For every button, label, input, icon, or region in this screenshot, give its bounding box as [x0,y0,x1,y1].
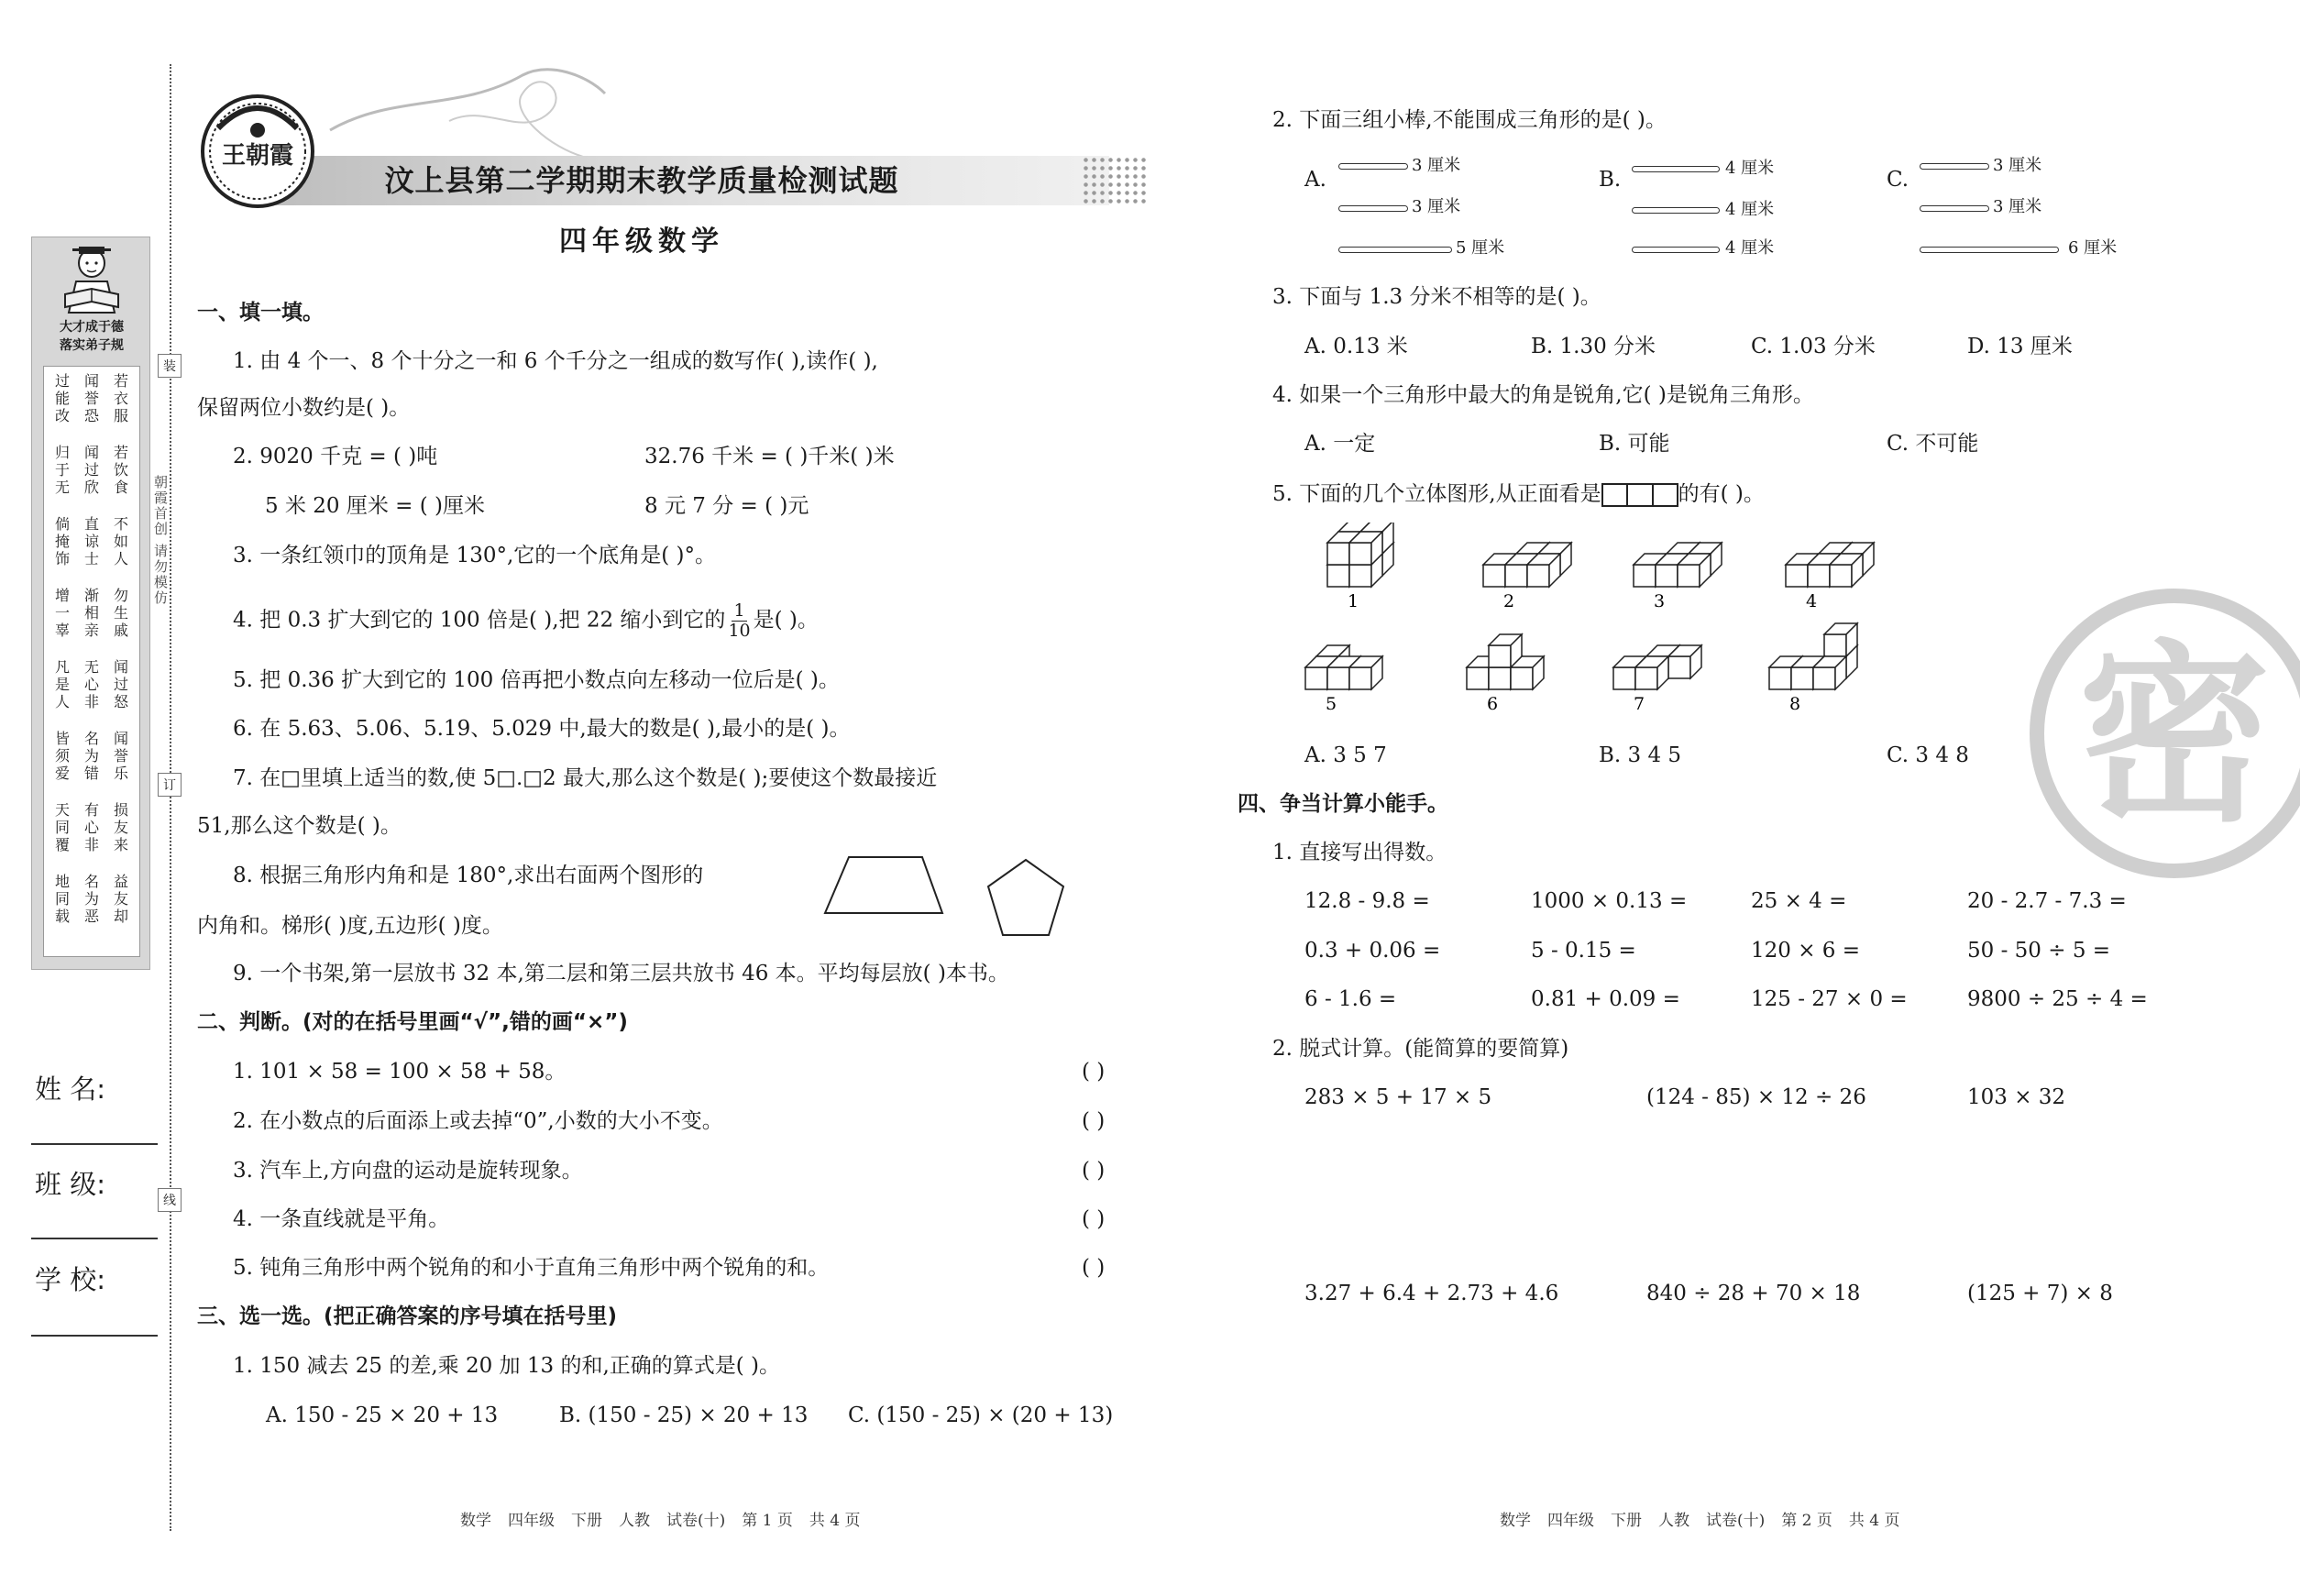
footer-left-item-7: 共 4 页 [809,1512,861,1530]
footer-left-item-6: 第 1 页 [742,1512,793,1530]
verse-2-5: 无 心 非 [83,658,99,710]
fill-q4-tail: 是( )。 [753,608,819,633]
stick-c1-label: 3 厘米 [1993,156,2042,175]
stepcalc-4: 3.27 + 6.4 + 2.73 + 4.6 [1304,1282,1559,1305]
stick-b1-label: 4 厘米 [1725,159,1775,178]
choice-q2: 2. 下面三组小棒,不能围成三角形的是( )。 [1272,108,1667,132]
footer-left-item-5: 试卷(十) [666,1512,726,1530]
fill-q8-line2: 内角和。梯形( )度,五边形( )度。 [197,914,503,938]
direct-calc-3-2: 0.81 + 0.09 = [1531,987,1680,1011]
stick-c2 [1920,205,1989,212]
verse-1-6: 皆 须 爱 [54,730,70,782]
stepcalc-2: (124 - 85) × 12 ÷ 26 [1646,1085,1866,1109]
verse-3-5: 闻 过 怒 [113,658,128,710]
verse-3-4: 勿 生 戚 [113,587,128,639]
stick-c2-label: 3 厘米 [1993,197,2042,216]
choice-q1-option-b: B. (150 - 25) × 20 + 13 [559,1403,809,1427]
verse-3-6: 闻 誉 乐 [113,730,128,782]
footer-left-item-4: 人教 [619,1512,650,1530]
cube-figure-3 [1634,543,1722,587]
choice-q5-option-b: B. 3 4 5 [1599,743,1682,767]
school-field-line[interactable] [31,1335,158,1337]
fill-q9: 9. 一个书架,第一层放书 32 本,第二层和第三层共放书 46 本。平均每层放( )本书。 [233,962,1009,985]
stick-group-b-letter: B. [1599,168,1622,192]
fill-q6: 6. 在 5.63、5.06、5.19、5.029 中,最大的数是( ),最小的是( )。 [233,717,851,741]
verse-1-1: 过 能 改 [54,372,70,424]
stepcalc-1: 283 × 5 + 17 × 5 [1304,1085,1492,1109]
verse-1-3: 倘 掩 饰 [54,515,70,567]
cube-figure-2 [1483,543,1571,587]
trapezoid-figure [821,853,946,919]
stick-a3 [1338,247,1452,253]
cube-figure-number-2: 2 [1503,591,1515,611]
copyright-note: 朝霞首创 请勿模仿 [152,475,169,606]
judge-answer-5[interactable]: ( ) [1082,1256,1106,1280]
exam-title: 汶上县第二学期期末教学质量检测试题 [384,163,899,198]
direct-calc-1-2: 1000 × 0.13 = [1531,889,1688,913]
footer-right-item-2: 四年级 [1547,1512,1594,1530]
fill-q4-text: 4. 把 0.3 扩大到它的 100 倍是( ),把 22 缩小到它的 [233,608,726,633]
front-view-three-squares-icon [1601,483,1678,507]
footer-left-item-3: 下册 [571,1512,602,1530]
footer-right-item-6: 第 2 页 [1781,1512,1832,1530]
verse-1-8: 地 同 载 [54,873,70,925]
direct-calc-1-4: 20 - 2.7 - 7.3 = [1967,889,2127,913]
stepcalc-6: (125 + 7) × 8 [1967,1282,2113,1305]
cut-mark-1: 装 [158,354,182,378]
cut-mark-2: 订 [158,773,182,797]
judge-answer-4[interactable]: ( ) [1082,1207,1106,1231]
fill-q4 [233,601,819,641]
judge-item-1: 1. 101 × 58 = 100 × 58 + 58。 [233,1060,567,1084]
direct-calc-3-4: 9800 ÷ 25 ÷ 4 = [1967,987,2148,1011]
binding-margin [0,0,183,1596]
judge-answer-2[interactable]: ( ) [1082,1109,1106,1133]
direct-calc-2-2: 5 - 0.15 = [1531,939,1636,963]
verse-2-8: 名 为 恶 [83,873,99,925]
cube-figure-number-6: 6 [1487,694,1499,714]
stepcalc-5: 840 ÷ 28 + 70 × 18 [1646,1282,1861,1305]
calc-sub1-title: 1. 直接写出得数。 [1272,841,1447,864]
cube-figure-number-4: 4 [1806,591,1818,611]
fraction-denominator: 10 [728,621,751,641]
choice-q5 [1272,480,1765,508]
stick-c3 [1920,247,2059,253]
fill-q5: 5. 把 0.36 扩大到它的 100 倍再把小数点向左移动一位后是( )。 [233,668,840,692]
judge-item-2: 2. 在小数点的后面添上或去掉“0”,小数的大小不变。 [233,1109,723,1133]
choice-q1-option-a: A. 150 - 25 × 20 + 13 [266,1403,499,1427]
fill-q1-line1: 1. 由 4 个一、8 个十分之一和 6 个千分之一组成的数写作( ),读作( ), [233,349,878,373]
choice-q3-option-b: B. 1.30 分米 [1531,335,1656,358]
svg-text:王朝霞: 王朝霞 [221,142,294,170]
cube-figure-number-8: 8 [1789,694,1801,714]
stick-a1 [1338,163,1408,170]
section-3-title: 三、选一选。(把正确答案的序号填在括号里) [197,1304,618,1328]
judge-item-5: 5. 钝角三角形中两个锐角的和小于直角三角形中两个锐角的和。 [233,1256,830,1280]
footer-page-2 [1500,1511,1917,1531]
choice-q1-option-c: C. (150 - 25) × (20 + 13) [848,1403,1114,1427]
stick-b1 [1632,166,1720,172]
motto-heading [36,318,148,355]
footer-left-item-1: 数学 [460,1512,491,1530]
judge-item-3: 3. 汽车上,方向盘的运动是旋转现象。 [233,1159,583,1183]
section-4-title: 四、争当计算小能手。 [1238,792,1448,816]
stick-b3 [1632,247,1720,253]
choice-q3-option-c: C. 1.03 分米 [1751,335,1876,358]
fill-q2-money: 8 元 7 分 = ( )元 [644,494,809,518]
dot-pattern [1082,156,1146,205]
class-field-line[interactable] [31,1238,158,1239]
motto-line-1: 大才成于德 [60,320,124,335]
motto-verses [43,366,140,957]
choice-q5-text: 5. 下面的几个立体图形,从正面看是 [1272,482,1601,506]
direct-calc-2-4: 50 - 50 ÷ 5 = [1967,939,2111,963]
name-field-label: 姓 名: [35,1073,105,1105]
cube-figure-number-3: 3 [1654,591,1666,611]
ribbon-decoration-icon [312,57,614,167]
scholar-reading-icon [52,243,131,316]
footer-right-item-1: 数学 [1500,1512,1531,1530]
judge-answer-3[interactable]: ( ) [1082,1159,1106,1183]
class-field-label: 班 级: [35,1169,105,1200]
choice-q5-option-a: A. 3 5 7 [1304,743,1387,767]
fill-q7-line2: 51,那么这个数是( )。 [197,814,402,838]
verse-2-6: 名 为 错 [83,730,99,782]
fill-q7-line1: 7. 在□里填上适当的数,使 5□.□2 最大,那么这个数是( );要使这个数最接近 [233,766,938,790]
fill-q8-line1: 8. 根据三角形内角和是 180°,求出右面两个图形的 [233,864,704,887]
stepcalc-3: 103 × 32 [1967,1085,2066,1109]
cube-figure-number-1: 1 [1348,591,1359,611]
stick-c3-label: 6 厘米 [2068,238,2118,258]
cube-figure-7 [1613,645,1701,689]
cube-figures [1283,523,1925,733]
calc-sub2-title: 2. 脱式计算。(能简算的要简算) [1272,1037,1569,1061]
exam-subtitle: 四年级数学 [559,226,724,258]
fill-q1-line2: 保留两位小数约是( )。 [197,396,411,420]
school-field-label: 学 校: [35,1264,105,1295]
motto-line-2: 落实弟子规 [60,338,124,353]
direct-calc-3-3: 125 - 27 × 0 = [1751,987,1908,1011]
choice-q1: 1. 150 减去 25 的差,乘 20 加 13 的和,正确的算式是( )。 [233,1354,781,1378]
choice-q4-option-c: C. 不可能 [1887,432,1979,456]
judge-item-4: 4. 一条直线就是平角。 [233,1207,450,1231]
cut-mark-3: 线 [158,1188,182,1212]
verse-2-3: 直 谅 士 [83,515,99,567]
direct-calc-3-1: 6 - 1.6 = [1304,987,1397,1011]
footer-right-item-5: 试卷(十) [1706,1512,1766,1530]
fill-q2-meters: 5 米 20 厘米 = ( )厘米 [265,494,485,518]
choice-q3: 3. 下面与 1.3 分米不相等的是( )。 [1272,285,1601,309]
verse-1-5: 凡 是 人 [54,658,70,710]
verse-3-1: 若 衣 服 [113,372,128,424]
choice-q4: 4. 如果一个三角形中最大的角是锐角,它( )是锐角三角形。 [1272,383,1814,407]
confidential-stamp-icon [2028,587,2300,880]
footer-right-item-4: 人教 [1658,1512,1689,1530]
name-field-line[interactable] [31,1143,158,1145]
footer-right-item-3: 下册 [1611,1512,1642,1530]
direct-calc-2-3: 120 × 6 = [1751,939,1861,963]
exam-header [183,55,1155,266]
stick-c1 [1920,163,1989,170]
stick-b2-label: 4 厘米 [1725,200,1775,219]
cube-figure-5 [1305,645,1382,689]
verse-3-7: 损 友 来 [113,801,128,853]
cube-figure-number-5: 5 [1326,694,1337,714]
stick-a3-label: 5 厘米 [1456,238,1505,258]
fraction-numerator: 1 [733,600,745,621]
cube-figure-1 [1327,523,1393,587]
footer-right-item-7: 共 4 页 [1848,1512,1900,1530]
choice-q4-option-b: B. 可能 [1599,432,1670,456]
choice-q4-option-a: A. 一定 [1304,432,1376,456]
cube-figure-8 [1769,623,1857,689]
binding-cut-line [170,64,171,1531]
verse-3-8: 益 友 却 [113,873,128,925]
pentagon-figure [985,856,1067,941]
verse-1-7: 天 同 覆 [54,801,70,853]
motto-panel [31,237,150,970]
verse-2-7: 有 心 非 [83,801,99,853]
fill-q2-weight: 2. 9020 千克 = ( )吨 [233,445,438,468]
footer-left-item-2: 四年级 [508,1512,555,1530]
cube-figure-number-7: 7 [1634,694,1645,714]
fraction-one-tenth [728,601,750,641]
stamp-text: 密 [2077,623,2272,848]
direct-calc-2-1: 0.3 + 0.06 = [1304,939,1441,963]
judge-answer-1[interactable]: ( ) [1082,1060,1106,1084]
section-1-title: 一、填一填。 [197,301,324,325]
verse-2-4: 渐 相 亲 [83,587,99,639]
verse-1-2: 归 于 无 [54,444,70,496]
stick-a2 [1338,205,1408,212]
verse-3-2: 若 饮 食 [113,444,128,496]
direct-calc-1-1: 12.8 - 9.8 = [1304,889,1430,913]
stick-a1-label: 3 厘米 [1412,156,1461,175]
verse-2-1: 闻 誉 恐 [83,372,99,424]
choice-q3-option-d: D. 13 厘米 [1967,335,2073,358]
stick-group-c-letter: C. [1887,168,1909,192]
fill-q2-length: 32.76 千米 = ( )千米( )米 [644,445,895,468]
stick-b3-label: 4 厘米 [1725,238,1775,258]
footer-page-1 [460,1511,877,1531]
stick-b2 [1632,207,1720,214]
fill-q3: 3. 一条红领巾的顶角是 130°,它的一个底角是( )°。 [233,544,717,567]
direct-calc-1-3: 25 × 4 = [1751,889,1847,913]
cube-figure-6 [1467,634,1544,689]
verse-1-4: 增 一 辜 [54,587,70,639]
stick-a2-label: 3 厘米 [1412,197,1461,216]
stick-group-a-letter: A. [1304,168,1326,192]
choice-q5-tail: 的有( )。 [1678,482,1765,506]
choice-q5-option-c: C. 3 4 8 [1887,743,1969,767]
choice-q3-option-a: A. 0.13 米 [1304,335,1408,358]
verse-3-3: 不 如 人 [113,515,128,567]
verse-2-2: 闻 过 欣 [83,444,99,496]
cube-figure-4 [1786,543,1874,587]
section-2-title: 二、判断。(对的在括号里画“√”,错的画“×”) [197,1010,628,1034]
